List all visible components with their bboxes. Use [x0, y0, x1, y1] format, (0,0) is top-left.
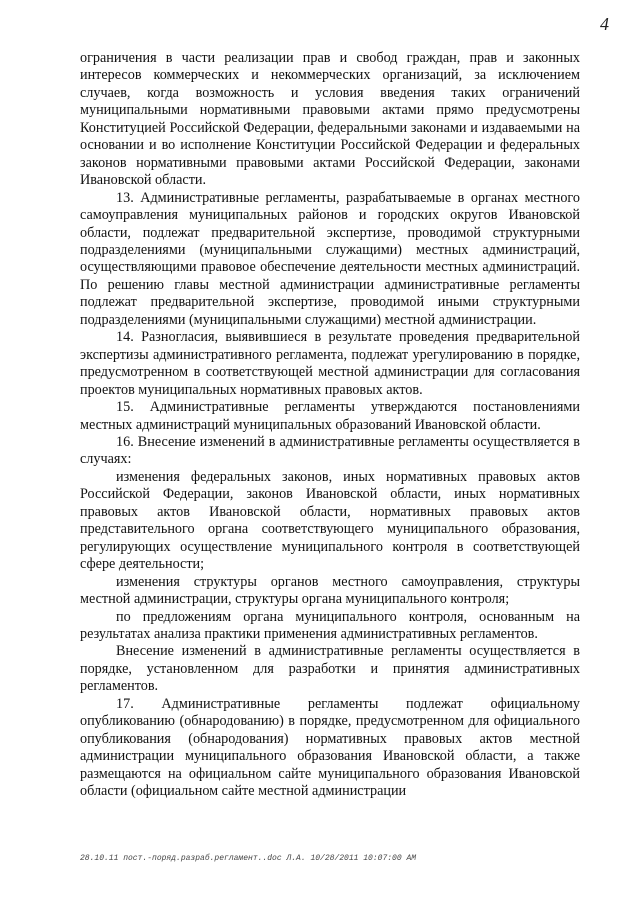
paragraph-16: 16. Внесение изменений в административные регламенты осуществляется в случаях: — [80, 433, 580, 468]
paragraph-16-item-3: по предложениям органа муниципального контроля, основанным на результатах анализа практики применения административных регламентов. — [80, 608, 580, 642]
document-body — [80, 50, 580, 800]
paragraph-14: 14. Разногласия, выявившиеся в результате проведения предварительной экспертизы административного регламента, подлежат урегулированию в порядке, предусмотренном в соответствующей местной администрации для согласования проектов муниципальных нормативных правовых актов. — [80, 329, 580, 398]
paragraph-13: 13. Административные регламенты, разрабатываемые в органах местного самоуправления муниципальных районов и городских округов Ивановской области, подлежат предварительной экспертизе, проводимой структурными подразделениями (муниципальными служащими) местных администраций, осуществляющими правовое обеспечение деятельности местных администраций. По решению главы местной администрации административные регламенты подлежат предварительной экспертизе, проводимой иными структурными подразделениями (муниципальными служащими) местной администрации. — [80, 189, 580, 328]
paragraph-15: 15. Административные регламенты утверждаются постановлениями местных администраций муниципальных образований Ивановской области. — [80, 399, 580, 433]
paragraph-16-item-1: изменения федеральных законов, иных нормативных правовых актов Российской Федерации, законов Ивановской области, иных нормативных правовых актов Ивановской области, нормативных правовых актов представительного органа соответствующего муниципального образования, регулирующих осуществление муниципального контроля в соответствующей сфере деятельности; — [80, 468, 580, 573]
paragraph-17: 17. Административные регламенты подлежат официальному опубликованию (обнародованию) в порядке, предусмотренном для официального опубликования (обнародования) нормативных правовых актов местной администрации муниципального образования Ивановской области, а также размещаются на официальном сайте муниципального образования Ивановской области (официальном сайте местной администрации — [80, 695, 580, 800]
paragraph-continuation: ограничения в части реализации прав и свобод граждан, прав и законных интересов коммерческих и некоммерческих организаций, за исключением случаев, когда возможность и условия введения таких ограничений муниципальными нормативными правовыми актами прямо предусмотрены Конституцией Российской Федерации, федеральными законами и издаваемыми на основании и во исполнение Конституции Российской Федерации и федеральных законов нормативными правовыми актами Российской Федерации, законами Ивановской области. — [80, 50, 580, 189]
page-number: 4 — [600, 14, 609, 34]
paragraph-16-item-2: изменения структуры органов местного самоуправления, структуры местной администрации, структуры органа муниципального контроля; — [80, 573, 580, 608]
paragraph-16-amendment: Внесение изменений в административные регламенты осуществляется в порядке, установленном для разработки и принятия административных регламентов. — [80, 643, 580, 695]
document-footer: 28.10.11 пост.-поряд.разраб.регламент..doc Л.А. 10/28/2011 10:07:00 AM — [80, 854, 417, 863]
